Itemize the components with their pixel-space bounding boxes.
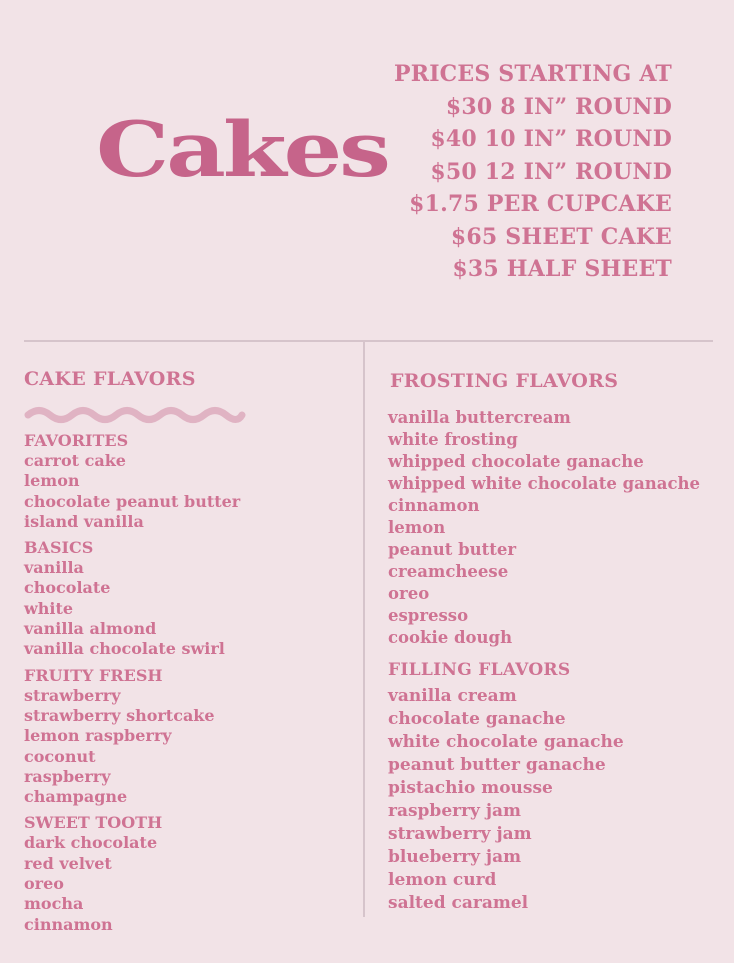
cake-flavors-list	[24, 431, 354, 941]
list-item: whipped white chocolate ganache	[388, 474, 701, 493]
cake-flavors-heading: CAKE FLAVORS	[24, 368, 196, 390]
list-item: mocha	[24, 894, 84, 914]
horizontal-divider	[24, 340, 713, 342]
list-item: lemon	[388, 518, 446, 537]
price-item: $65 SHEET CAKE	[450, 223, 672, 250]
list-item: oreo	[24, 874, 64, 894]
list-item: white chocolate ganache	[388, 732, 624, 752]
list-item: peanut butter	[388, 540, 517, 559]
list-item: chocolate ganache	[388, 709, 566, 729]
list-item: dark chocolate	[24, 833, 158, 853]
frosting-flavors-list	[388, 407, 728, 649]
price-item: $40 10 IN” ROUND	[430, 126, 672, 152]
price-item: $1.75 PER CUPCAKE	[409, 191, 672, 217]
list-item: oreo	[388, 584, 430, 603]
list-item: chocolate	[24, 578, 111, 598]
price-item: $30 8 IN” ROUND	[445, 93, 672, 120]
list-item: blueberry jam	[388, 847, 522, 867]
list-item: carrot cake	[24, 451, 126, 470]
list-item: cookie dough	[388, 628, 513, 647]
flavor-group	[24, 538, 354, 659]
group-title: FRUITY FRESH	[24, 665, 163, 685]
flavor-group	[24, 666, 354, 808]
group-title: BASICS	[24, 538, 94, 558]
list-item: cinnamon	[24, 914, 113, 934]
list-item: coconut	[24, 746, 96, 766]
list-item: red velvet	[24, 853, 112, 873]
price-item: $50 12 IN” ROUND	[430, 158, 672, 185]
vertical-divider	[363, 342, 365, 917]
list-item: strawberry jam	[388, 824, 532, 844]
group-title: FAVORITES	[24, 431, 129, 450]
price-list	[394, 58, 672, 286]
list-item: espresso	[388, 606, 469, 625]
list-item: vanilla chocolate swirl	[24, 639, 225, 659]
list-item: vanilla almond	[24, 619, 157, 639]
filling-flavors-list	[388, 685, 728, 915]
group-title: SWEET TOOTH	[24, 813, 163, 833]
list-item: whipped chocolate ganache	[388, 452, 644, 471]
list-item: lemon	[24, 471, 80, 491]
list-item: pistachio mousse	[388, 778, 553, 798]
page-title: Cakes	[96, 105, 388, 194]
list-item: strawberry	[24, 685, 121, 705]
list-item: raspberry	[24, 766, 111, 786]
list-item: vanilla buttercream	[388, 408, 571, 427]
list-item: vanilla	[24, 558, 84, 578]
list-item: chocolate peanut butter	[24, 491, 241, 511]
price-heading: PRICES STARTING AT	[393, 61, 672, 87]
wave-decoration-icon	[24, 405, 246, 425]
list-item: peanut butter ganache	[388, 755, 606, 775]
flavor-group	[24, 813, 354, 934]
list-item: strawberry shortcake	[24, 705, 215, 725]
list-item: salted caramel	[388, 893, 529, 913]
price-item: $35 HALF SHEET	[452, 256, 672, 282]
list-item: raspberry jam	[388, 801, 521, 821]
frosting-flavors-heading: FROSTING FLAVORS	[390, 370, 619, 392]
list-item: lemon raspberry	[24, 726, 172, 746]
list-item: island vanilla	[24, 511, 144, 531]
list-item: champagne	[24, 787, 128, 807]
list-item: lemon curd	[388, 870, 497, 890]
filling-flavors-heading: FILLING FLAVORS	[388, 660, 571, 680]
list-item: vanilla cream	[388, 686, 517, 706]
list-item: white	[24, 598, 74, 618]
list-item: creamcheese	[388, 562, 509, 581]
flavor-group	[24, 431, 354, 532]
list-item: white frosting	[388, 430, 518, 449]
list-item: cinnamon	[388, 496, 480, 515]
